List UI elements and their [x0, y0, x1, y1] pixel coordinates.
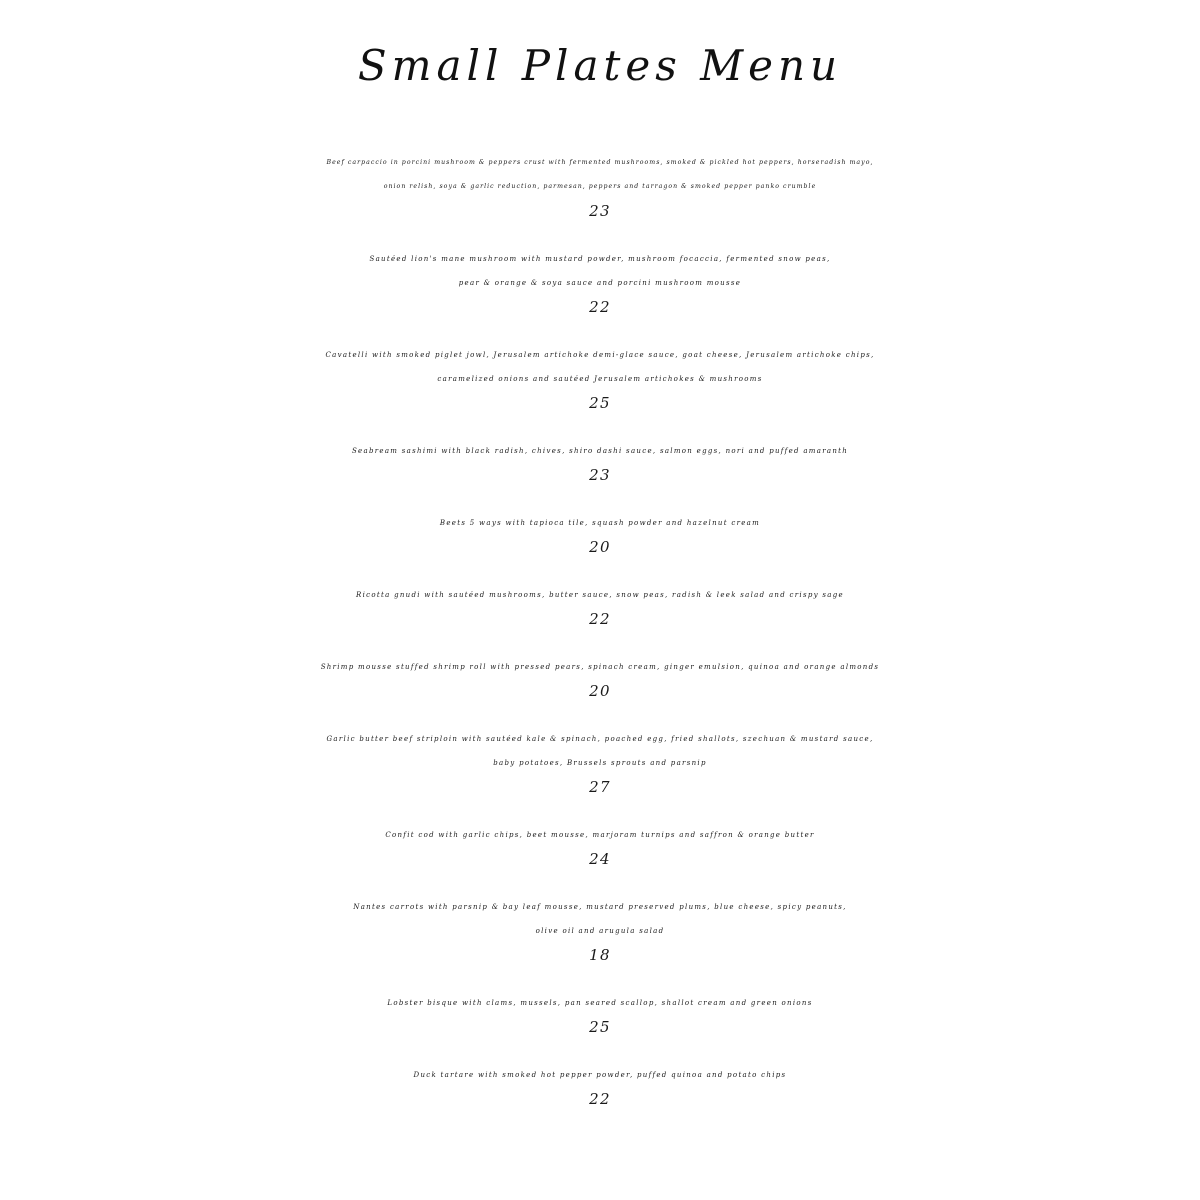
- menu-item-price: 20: [589, 538, 611, 556]
- menu-item-description: Beef carpaccio in porcini mushroom & peppers crust with fermented mushrooms, smoked & pickled hot peppers, horseradish mayo,: [326, 159, 874, 166]
- menu-item: [0, 247, 1200, 319]
- menu-item-description: baby potatoes, Brussels sprouts and parsnip: [493, 759, 707, 767]
- menu-item: [0, 1063, 1200, 1111]
- menu-item-price: 25: [589, 394, 611, 412]
- menu-item-price: 20: [589, 682, 611, 700]
- menu-item-description: Shrimp mousse stuffed shrimp roll with pressed pears, spinach cream, ginger emulsion, quinoa and orange almonds: [320, 663, 880, 671]
- menu-item-description: Seabream sashimi with black radish, chives, shiro dashi sauce, salmon eggs, nori and puffed amaranth: [351, 447, 849, 455]
- menu-item-description: Nantes carrots with parsnip & bay leaf mousse, mustard preserved plums, blue cheese, spicy peanuts,: [353, 903, 847, 911]
- menu-item-price: 27: [589, 778, 611, 796]
- menu-item-description: Sautéed lion's mane mushroom with mustard powder, mushroom focaccia, fermented snow peas,: [369, 255, 831, 263]
- menu-item-price: 22: [589, 610, 611, 628]
- menu-item-description: Confit cod with garlic chips, beet mousse, marjoram turnips and saffron & orange butter: [385, 831, 815, 839]
- menu-item-description: caramelized onions and sautéed Jerusalem artichokes & mushrooms: [437, 375, 763, 383]
- menu-item: [0, 151, 1200, 223]
- menu-item-description: onion relish, soya & garlic reduction, parmesan, peppers and tarragon & smoked pepper panko crumble: [383, 183, 817, 190]
- menu-item-description: Ricotta gnudi with sautéed mushrooms, butter sauce, snow peas, radish & leek salad and crispy sage: [356, 591, 844, 599]
- menu-item-price: 22: [589, 1090, 611, 1108]
- menu-item-price: 18: [589, 946, 611, 964]
- menu-item-description: Lobster bisque with clams, mussels, pan seared scallop, shallot cream and green onions: [387, 999, 813, 1007]
- menu-item: [0, 583, 1200, 631]
- menu-item-price: 23: [589, 466, 611, 484]
- menu-item: [0, 727, 1200, 799]
- menu-item-price: 22: [589, 298, 611, 316]
- menu-item-description: Duck tartare with smoked hot pepper powder, puffed quinoa and potato chips: [413, 1071, 787, 1079]
- menu-item-description: Garlic butter beef striploin with sautéed kale & spinach, poached egg, fried shallots, szechuan & mustard sauce,: [326, 735, 874, 743]
- menu-item: [0, 655, 1200, 703]
- menu-item: [0, 343, 1200, 415]
- menu-item-price: 24: [589, 850, 611, 868]
- menu-item: [0, 823, 1200, 871]
- menu-item: [0, 439, 1200, 487]
- menu-item-description: olive oil and arugula salad: [535, 927, 665, 935]
- menu-item: [0, 895, 1200, 967]
- page-title: Small Plates Menu: [357, 41, 843, 90]
- menu-item: [0, 991, 1200, 1039]
- menu-item-description: pear & orange & soya sauce and porcini mushroom mousse: [458, 279, 742, 287]
- menu-item-price: 23: [589, 202, 611, 220]
- menu-item: [0, 511, 1200, 559]
- menu-item-description: Cavatelli with smoked piglet jowl, Jerusalem artichoke demi-glace sauce, goat cheese, Jerusalem artichoke chips,: [325, 351, 875, 359]
- menu-item-list: [0, 151, 1200, 1135]
- menu-item-price: 25: [589, 1018, 611, 1036]
- menu-item-description: Beets 5 ways with tapioca tile, squash powder and hazelnut cream: [439, 519, 761, 527]
